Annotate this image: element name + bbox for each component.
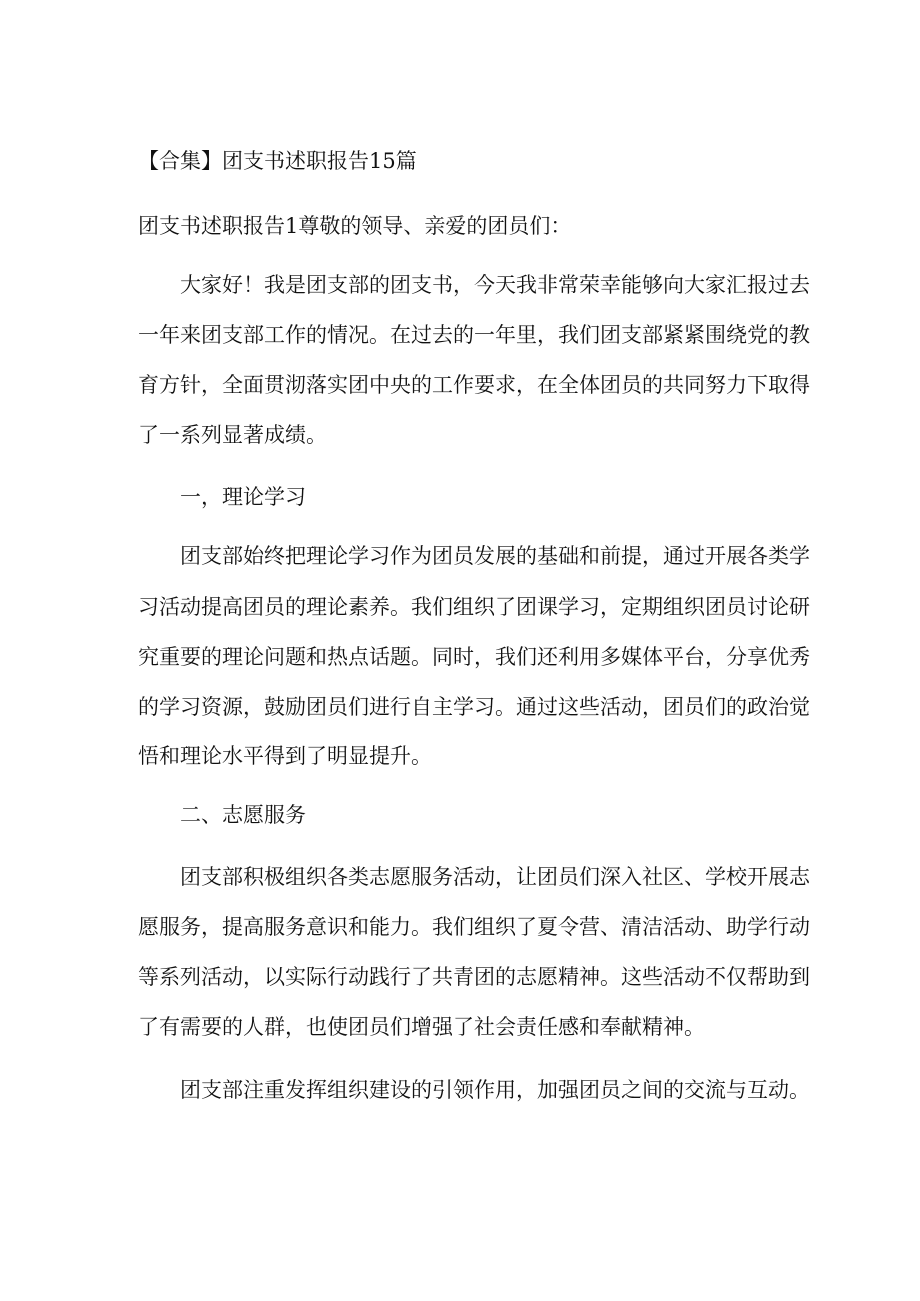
paragraph-line: 习活动提高团员的理论素养。我们组织了团课学习，定期组织团员讨论研 xyxy=(138,595,810,619)
paragraph-line: 团支部积极组织各类志愿服务活动，让团员们深入社区、学校开展志 xyxy=(180,865,810,889)
paragraph-line: 团支部注重发挥组织建设的引领作用，加强团员之间的交流与互动。 xyxy=(180,1078,810,1102)
document-subtitle: 团支书述职报告1尊敬的领导、亲爱的团员们： xyxy=(138,214,572,238)
paragraph-line: 的学习资源，鼓励团员们进行自主学习。通过这些活动，团员们的政治觉 xyxy=(138,695,810,719)
paragraph-line: 究重要的理论问题和热点话题。同时，我们还利用多媒体平台，分享优秀 xyxy=(138,645,810,669)
paragraph-line: 等系列活动，以实际行动践行了共青团的志愿精神。这些活动不仅帮助到 xyxy=(138,965,810,989)
paragraph-line: 育方针，全面贯沏落实团中央的工作要求，在全体团员的共同努力下取得 xyxy=(138,373,810,397)
document-title: 【合集】团支书述职报告15篇 xyxy=(138,149,417,173)
paragraph-line: 悟和理论水平得到了明显提升。 xyxy=(138,744,432,768)
section-heading-volunteer: 二、志愿服务 xyxy=(180,803,306,827)
paragraph-line: 一年来团支部工作的情况。在过去的一年里，我们团支部紧紧围绕党的教 xyxy=(138,323,810,347)
paragraph-line: 了一系列显著成绩。 xyxy=(138,423,327,447)
paragraph-line: 了有需要的人群，也使团员们增强了社会责任感和奉献精神。 xyxy=(138,1015,705,1039)
section-heading-theory: 一，理论学习 xyxy=(180,485,306,509)
paragraph-line: 团支部始终把理论学习作为团员发展的基础和前提，通过开展各类学 xyxy=(180,544,810,568)
paragraph-line: 大家好！我是团支部的团支书，今天我非常荣幸能够向大家汇报过去 xyxy=(180,273,810,297)
paragraph-line: 愿服务，提高服务意识和能力。我们组织了夏令营、清洁活动、助学行动 xyxy=(138,915,810,939)
